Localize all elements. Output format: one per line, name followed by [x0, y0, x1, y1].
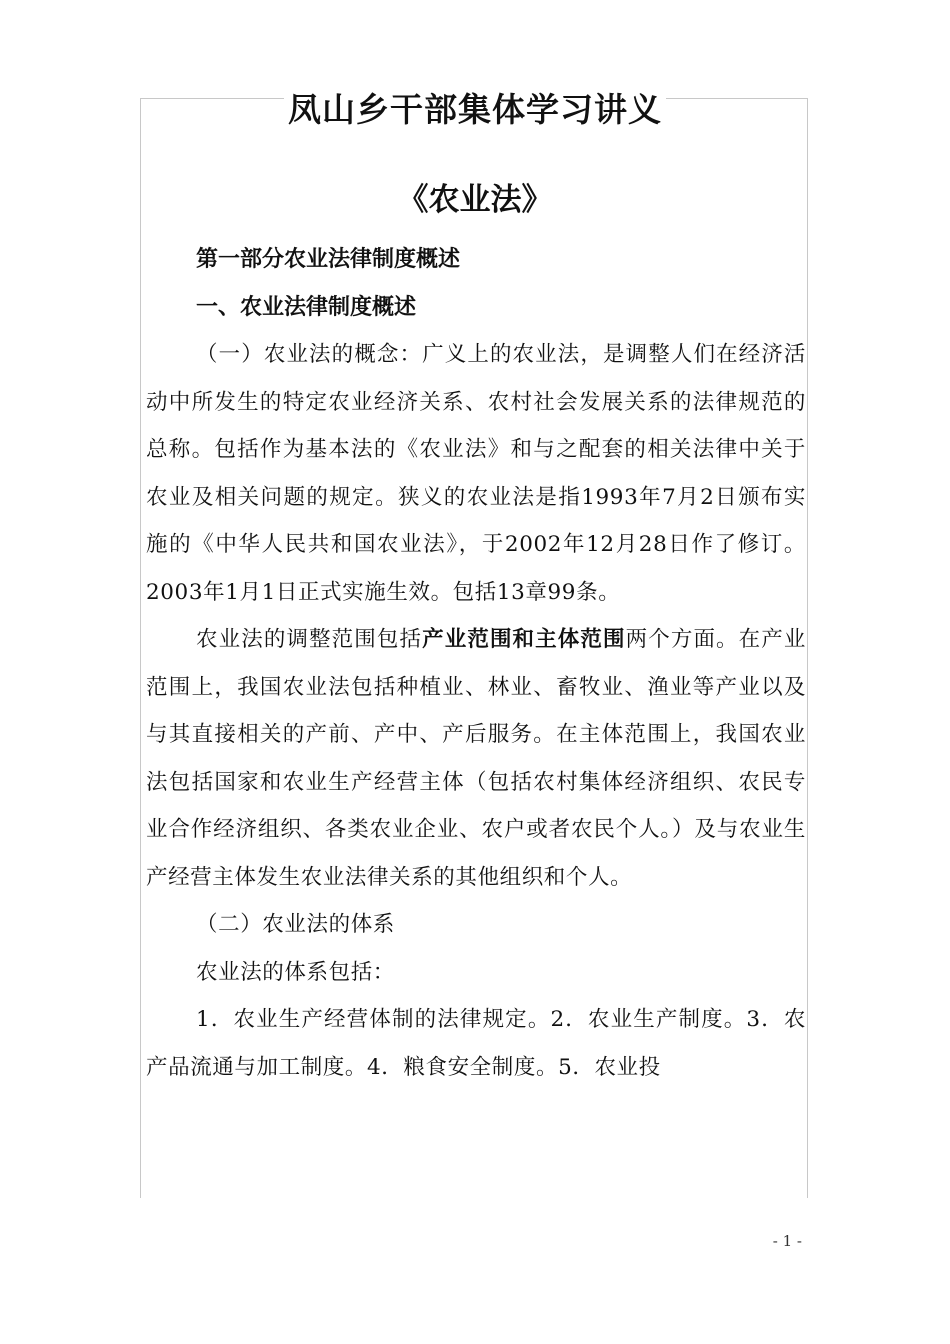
document-subtitle: 《农业法》 — [397, 182, 553, 218]
paragraph-concept: （一）农业法的概念：广义上的农业法，是调整人们在经济活动中所发生的特定农业经济关系、农村社会发展关系的法律规范的总称。包括作为基本法的《农业法》和与之配套的相关法律中关于农业及相关问题的规定。狭义的农业法是指1993年7月2日颁布实施的《中华人民共和国农业法》，于2002年12月28日作了修订。2003年1月1日正式实施生效。包括13章99条。 — [146, 342, 806, 605]
paragraph-system-intro: 农业法的体系包括： — [196, 959, 395, 985]
section-heading: 一、农业法律制度概述 — [196, 294, 417, 320]
document-title: 凤山乡干部集体学习讲义 — [0, 88, 950, 132]
paragraph-scope — [146, 616, 806, 901]
subsection-heading-system: （二）农业法的体系 — [196, 912, 395, 937]
page-number: - 1 - — [772, 1232, 802, 1250]
paragraph-scope-emphasis: 产业范围和主体范围 — [422, 627, 626, 652]
document-body — [146, 236, 806, 1091]
paragraph-scope-start: 农业法的调整范围包括 — [196, 627, 423, 652]
paragraph-scope-end: 两个方面。在产业范围上，我国农业法包括种植业、林业、畜牧业、渔业等产业以及与其直接相关的产前、产中、产后服务。在主体范围上，我国农业法包括国家和农业生产经营主体（包括农村集体经济组织、农民专业合作经济组织、各类农业企业、农户或者农民个人。）及与农业生产经营主体发生农业法律关系的其他组织和个人。 — [146, 627, 806, 890]
paragraph-system-list: 1．农业生产经营体制的法律规定。2．农业生产制度。3．农产品流通与加工制度。4．粮食安全制度。5．农业投 — [146, 1007, 806, 1080]
part-heading: 第一部分农业法律制度概述 — [196, 247, 461, 272]
